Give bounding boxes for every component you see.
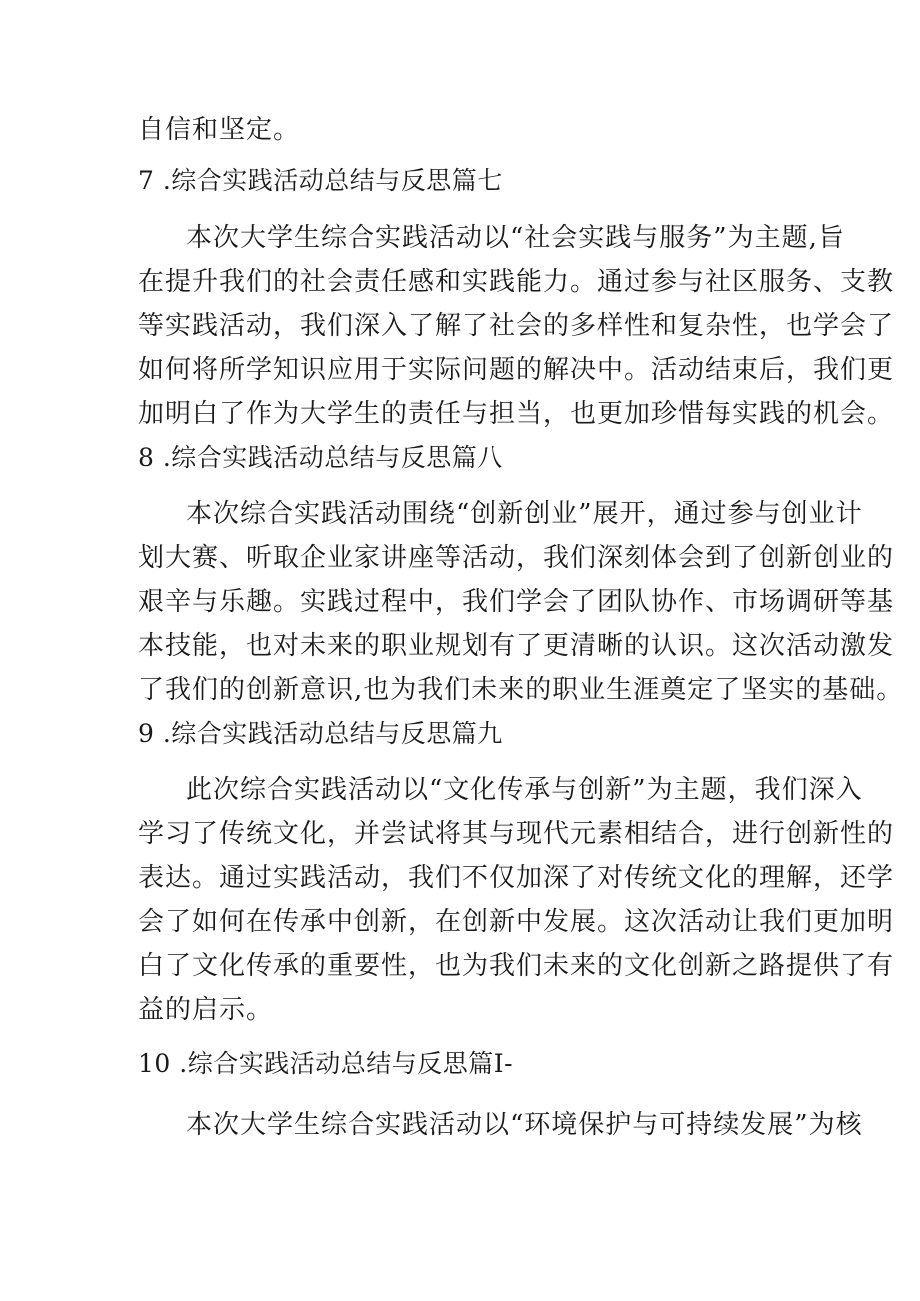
paragraph-line: 本次综合实践活动围绕“创新创业”展开，通过参与创业计: [186, 499, 863, 529]
paragraph-line: 白了文化传承的重要性，也为我们未来的文化创新之路提供了有: [138, 951, 895, 981]
paragraph-line: 本技能，也对未来的职业规划有了更清晰的认识。这次活动激发: [138, 631, 895, 661]
section-heading-8: 8 .综合实践活动总结与反思篇八: [138, 443, 503, 472]
paragraph-line: 此次综合实践活动以“文化传承与创新”为主题，我们深入: [186, 775, 863, 805]
paragraph-line: 本次大学生综合实践活动以“社会实践与服务”为主题,旨: [186, 223, 845, 253]
paragraph-line: 自信和坚定。: [138, 115, 301, 145]
paragraph-line: 等实践活动，我们深入了解了社会的多样性和复杂性，也学会了: [138, 311, 895, 341]
section-heading-10: 10 .综合实践活动总结与反思篇I-: [138, 1049, 514, 1078]
paragraph-line: 如何将所学知识应用于实际问题的解决中。活动结束后，我们更: [138, 355, 895, 385]
paragraph-line: 本次大学生综合实践活动以“环境保护与可持续发展”为核: [186, 1110, 863, 1140]
paragraph-line: 益的启示。: [138, 995, 274, 1025]
paragraph-line: 表达。通过实践活动，我们不仅加深了对传统文化的理解，还学: [138, 863, 895, 893]
section-heading-7: 7 .综合实践活动总结与反思篇七: [138, 166, 503, 195]
paragraph-line: 在提升我们的社会责任感和实践能力。通过参与社区服务、支教: [138, 267, 895, 297]
paragraph-line: 划大赛、听取企业家讲座等活动，我们深刻体会到了创新创业的: [138, 543, 895, 573]
paragraph-line: 艰辛与乐趣。实践过程中，我们学会了团队协作、市场调研等基: [138, 587, 895, 617]
section-heading-9: 9 .综合实践活动总结与反思篇九: [138, 719, 503, 748]
paragraph-line: 会了如何在传承中创新，在创新中发展。这次活动让我们更加明: [138, 907, 895, 937]
paragraph-line: 了我们的创新意识,也为我们未来的职业生涯奠定了坚实的基础。: [138, 675, 904, 705]
paragraph-line: 加明白了作为大学生的责任与担当，也更加珍惜每实践的机会。: [138, 399, 895, 429]
paragraph-line: 学习了传统文化，并尝试将其与现代元素相结合，进行创新性的: [138, 819, 895, 849]
